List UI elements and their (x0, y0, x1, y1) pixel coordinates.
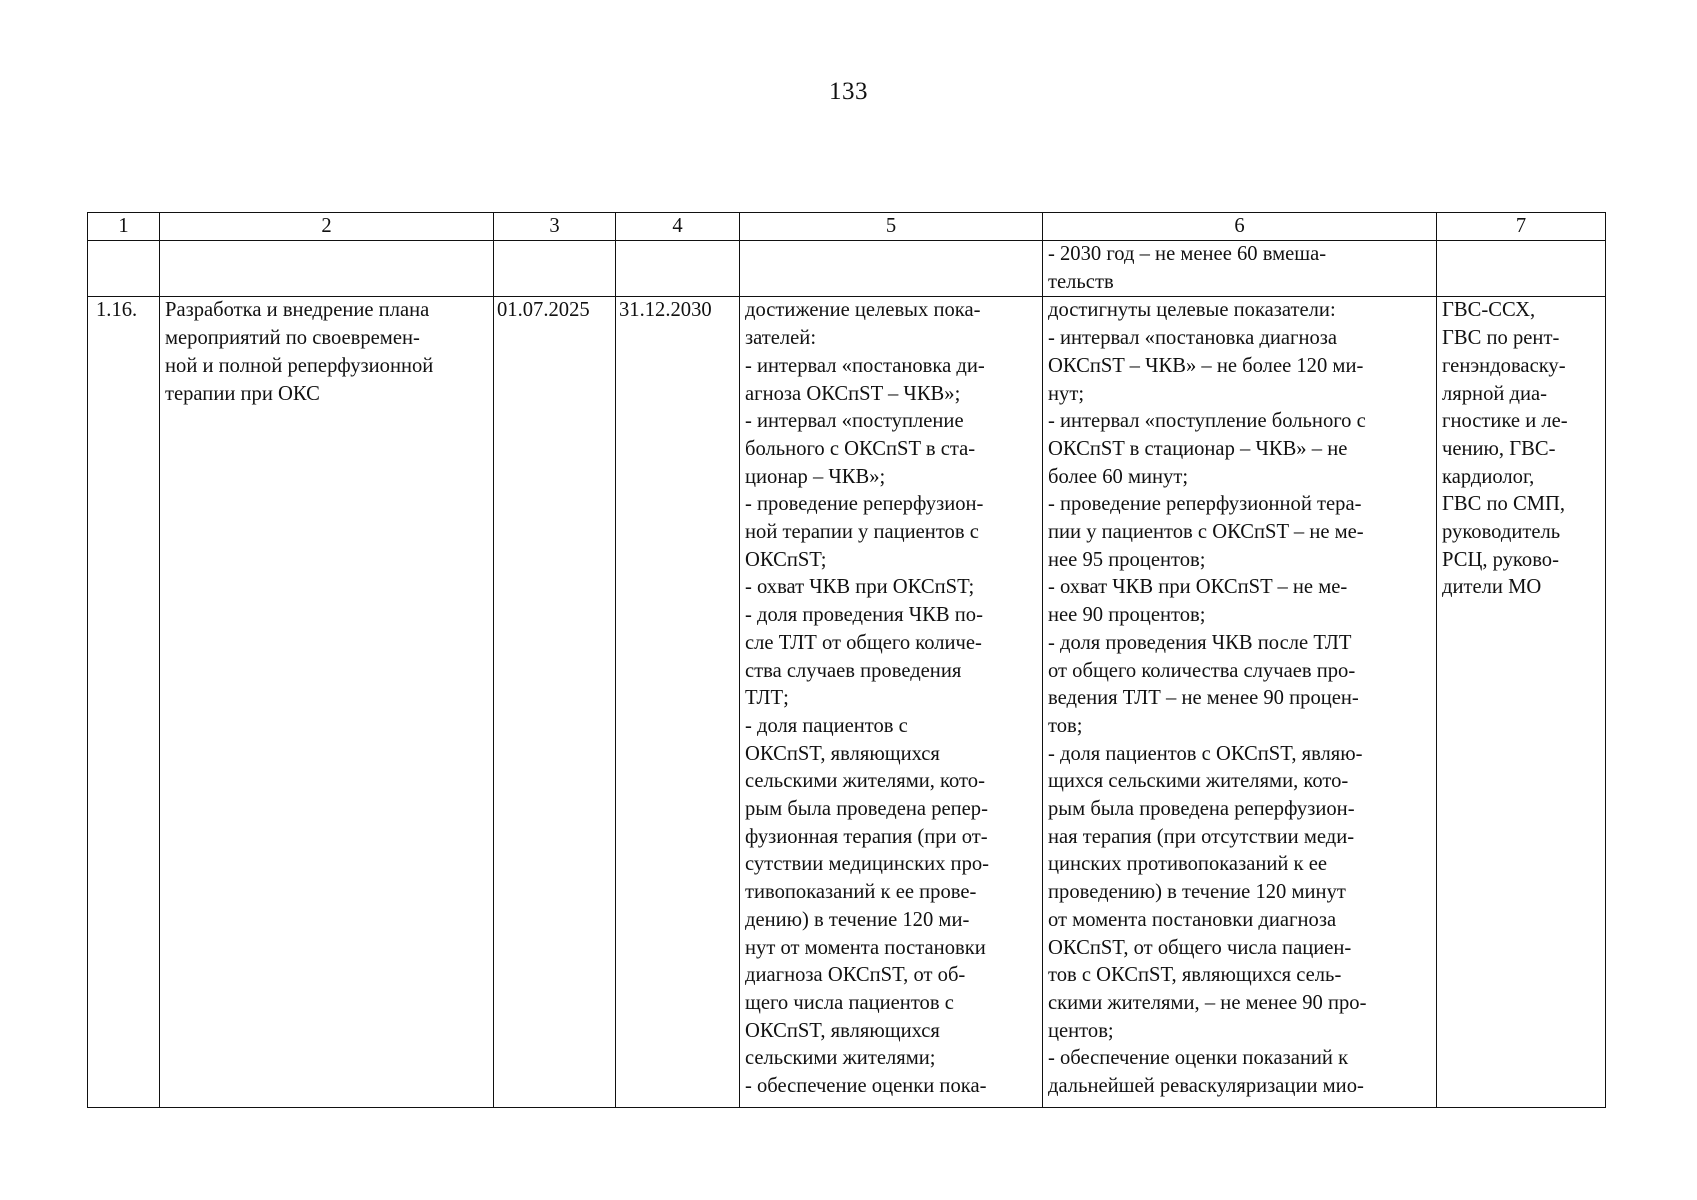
text-line: ГВС по рент- (1442, 327, 1560, 350)
text-line: - доля пациентов с ОКСпST, являю- (1048, 742, 1363, 765)
start-date: 01.07.2025 (494, 297, 616, 1108)
text-line: - проведение реперфузионной тера- (1048, 493, 1362, 516)
text-line: нут; (1048, 382, 1085, 405)
end-date: 31.12.2030 (616, 297, 740, 1108)
text-line: цинских противопоказаний к ее (1048, 853, 1327, 876)
table-row (88, 297, 1606, 1108)
text-line: лярной диа- (1442, 382, 1548, 405)
text-line: ОКСпST в стационар – ЧКВ» – не (1048, 437, 1348, 460)
text-line: генэндоваску- (1442, 354, 1566, 377)
text-line: дению) в течение 120 ми- (745, 908, 970, 931)
text-line: ной терапии у пациентов с (745, 521, 979, 544)
column-number: 5 (740, 213, 1043, 241)
text-line: рым была проведена репер- (745, 798, 988, 821)
text-line: ОКСпST, являющихся (745, 742, 940, 765)
text-line: более 60 минут; (1048, 465, 1189, 488)
text-line: больного с ОКСпST в ста- (745, 437, 976, 460)
text-line: - интервал «поступление больного с (1048, 410, 1366, 433)
text-line: - доля проведения ЧКВ после ТЛТ (1048, 631, 1352, 654)
responsible-persons (1437, 297, 1606, 1108)
text-line: сельскими жителями, кото- (745, 770, 985, 793)
text-line: нее 95 процентов; (1048, 548, 1206, 571)
text-line: - интервал «поступление (745, 410, 964, 433)
empty-cell (88, 241, 160, 297)
empty-cell (616, 241, 740, 297)
text-line: - обеспечение оценки показаний к (1048, 1047, 1349, 1070)
text-line: тов с ОКСпST, являющихся сель- (1048, 964, 1342, 987)
text-line: пии у пациентов с ОКСпST – не ме- (1048, 521, 1364, 544)
text-line: достижение целевых пока- (745, 299, 981, 322)
text-line: кардиолог, (1442, 465, 1535, 488)
text-line: сутствии медицинских про- (745, 853, 990, 876)
empty-cell (1437, 241, 1606, 297)
text-line: - охват ЧКВ при ОКСпST; (745, 576, 975, 599)
text-line: - интервал «постановка диагноза (1048, 327, 1338, 350)
text-line: тов; (1048, 714, 1083, 737)
text-line: от момента постановки диагноза (1048, 908, 1337, 931)
text-line: ная терапия (при отсутствии меди- (1048, 825, 1355, 848)
target-indicators (740, 297, 1043, 1108)
text-line: - доля проведения ЧКВ по- (745, 604, 983, 627)
page-number: 133 (829, 78, 868, 105)
column-number-row (88, 213, 1606, 241)
row-number: 1.16. (88, 297, 160, 1108)
text-line: руководитель (1442, 521, 1561, 544)
text-line: ОКСпST; (745, 548, 827, 571)
empty-cell (740, 241, 1043, 297)
text-line: агноза ОКСпST – ЧКВ»; (745, 382, 961, 405)
text-line: - 2030 год – не менее 60 вмеша- (1048, 243, 1327, 265)
text-line: центов; (1048, 1019, 1114, 1042)
text-line: ГВС по СМП, (1442, 493, 1566, 516)
column-number: 1 (88, 213, 160, 241)
text-line: тельств (1048, 270, 1114, 293)
column-number: 2 (160, 213, 494, 241)
text-line: - доля пациентов с (745, 714, 908, 737)
text-line: диагноза ОКСпST, от об- (745, 964, 966, 987)
text-line: терапии при ОКС (165, 382, 320, 405)
text-line: нее 90 процентов; (1048, 604, 1206, 627)
text-line: Разработка и внедрение плана (165, 299, 430, 322)
text-line: РСЦ, руково- (1442, 548, 1559, 571)
continuation-row (88, 241, 1606, 297)
text-line: щего числа пациентов с (745, 991, 954, 1014)
text-line: ной и полной реперфузионной (165, 354, 434, 377)
text-line: скими жителями, – не менее 90 про- (1048, 991, 1367, 1014)
text-line: ОКСпST – ЧКВ» – не более 120 ми- (1048, 354, 1364, 377)
text-line: - охват ЧКВ при ОКСпST – не ме- (1048, 576, 1348, 599)
text-line: - обеспечение оценки пока- (745, 1075, 987, 1098)
text-line: мероприятий по своевремен- (165, 327, 420, 350)
text-line: сле ТЛТ от общего количе- (745, 631, 982, 654)
text-line: дители МО (1442, 576, 1542, 599)
text-line: сельскими жителями; (745, 1047, 936, 1070)
text-line: ГВС-ССХ, (1442, 299, 1536, 322)
text-line: щихся сельскими жителями, кото- (1048, 770, 1349, 793)
text-line: - интервал «постановка ди- (745, 354, 985, 377)
text-line: ОКСпST, от общего числа пациен- (1048, 936, 1352, 959)
text-line: фузионная терапия (при от- (745, 825, 988, 848)
text-line: ТЛТ; (745, 687, 789, 710)
text-line: ОКСпST, являющихся (745, 1019, 940, 1042)
measure-title (160, 297, 494, 1108)
text-line: - проведение реперфузион- (745, 493, 984, 516)
text-line: гностике и ле- (1442, 410, 1568, 433)
text-line: нут от момента постановки (745, 936, 986, 959)
measures-table (87, 212, 1606, 1108)
text-line: от общего количества случаев про- (1048, 659, 1356, 682)
achieved-results (1043, 297, 1437, 1108)
text-line: ционар – ЧКВ»; (745, 465, 886, 488)
column-number: 3 (494, 213, 616, 241)
text-line: проведению) в течение 120 минут (1048, 881, 1346, 904)
text-line: достигнуты целевые показатели: (1048, 299, 1336, 322)
text-line: дальнейшей реваскуляризации мио- (1048, 1075, 1364, 1098)
text-line: рым была проведена реперфузион- (1048, 798, 1355, 821)
text-line: зателей: (745, 327, 817, 350)
text-line: ства случаев проведения (745, 659, 962, 682)
column-number: 6 (1043, 213, 1437, 241)
column-number: 4 (616, 213, 740, 241)
empty-cell (160, 241, 494, 297)
text-line: чению, ГВС- (1442, 437, 1556, 460)
text-line: ведения ТЛТ – не менее 90 процен- (1048, 687, 1359, 710)
column-number: 7 (1437, 213, 1606, 241)
empty-cell (494, 241, 616, 297)
continuation-result-cell (1043, 241, 1437, 297)
text-line: тивопоказаний к ее прове- (745, 881, 977, 904)
